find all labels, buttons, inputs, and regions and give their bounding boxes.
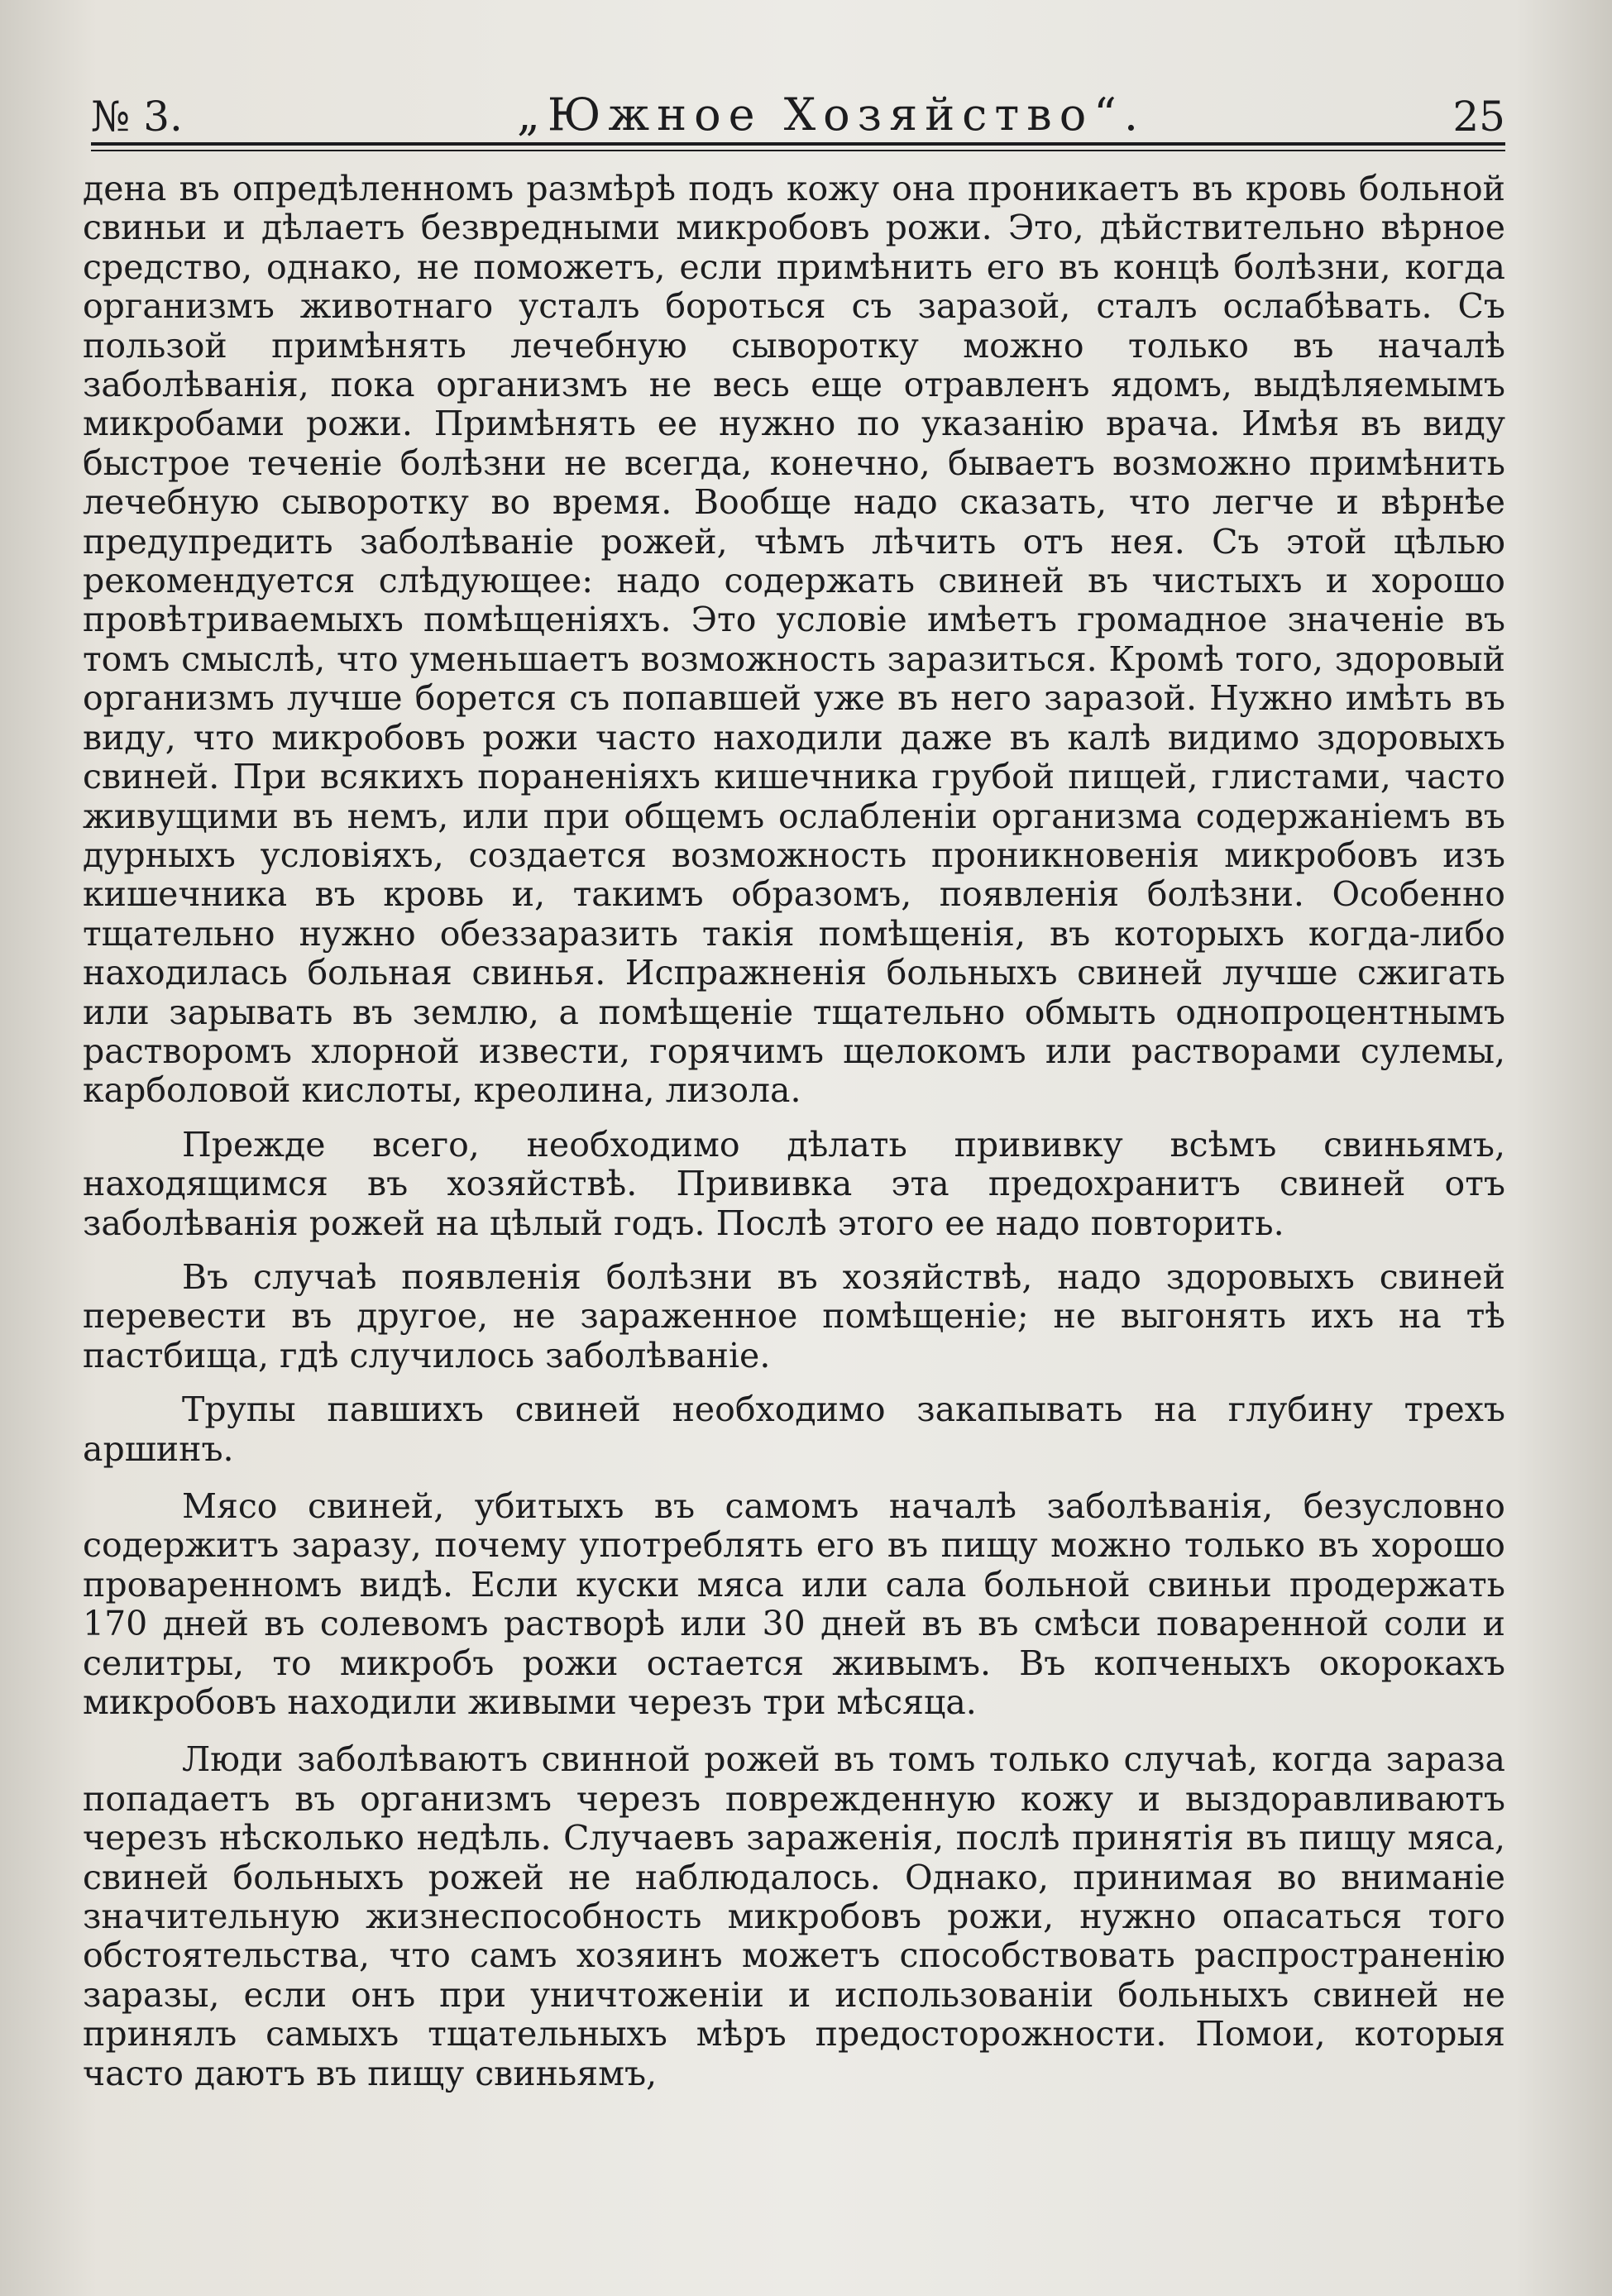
paragraph: дена въ опредѣленномъ размѣрѣ подъ кожу она проникаетъ въ кровь больной свиньи и дѣлаетъ безвредными микробовъ рожи. Это, дѣйствительно вѣрное средство, однако, не поможетъ, если примѣнить его въ концѣ болѣзни, когда организмъ животнаго усталъ бороться съ заразой, сталъ ослабѣвать. Съ пользой примѣнять лечебную сыворотку можно только въ началѣ заболѣванія, пока организмъ не весь еще отравленъ ядомъ, выдѣляемымъ микробами рожи. Примѣнять ее нужно по указанію врача. Имѣя въ виду быстрое теченіе болѣзни не всегда, конечно, бываетъ возможно примѣнить лечебную сыворотку во время. Вообще надо сказать, что легче и вѣрнѣе предупредить заболѣваніе рожей, чѣмъ лѣчить отъ нея. Съ этой цѣлью рекомендуется слѣдующее: надо содержать свиней въ чистыхъ и хорошо провѣтриваемыхъ помѣщеніяхъ. Это условіе имѣетъ громадное значеніе въ томъ смыслѣ, что уменьшаетъ возможность заразиться. Кромѣ того, здоровый организмъ лучше борется съ попавшей уже въ него заразой. Нужно имѣть въ виду, что микробовъ рожи часто находили даже въ калѣ видимо здоровыхъ свиней. При всякихъ пораненіяхъ кишечника грубой пищей, глистами, часто живущими въ немъ, или при общемъ ослабленіи организма содержаніемъ въ дурныхъ условіяхъ, создается возможность проникновенія микробовъ изъ кишечника въ кровь и, такимъ образомъ, появленія болѣзни. Особенно тщательно нужно обеззаразить такія помѣщенія, въ которыхъ когда-либо находилась больная свинья. Испражненія больныхъ свиней лучше сжигать или зарывать въ землю, а помѣщеніе тщательно обмыть однопроцентнымъ растворомъ хлорной извести, горячимъ щелокомъ или растворами сулемы, карболовой кислоты, креолина, лизола. [83,169,1505,1111]
issue-number: № 3. [91,93,183,141]
paragraph: Трупы павшихъ свиней необходимо закапывать на глубину трехъ аршинъ. [83,1390,1505,1469]
paragraph: Прежде всего, необходимо дѣлать прививку всѣмъ свиньямъ, находящимся въ хозяйствѣ. Прививка эта предохранитъ свиней отъ заболѣванія рожей на цѣлый годъ. Послѣ этого ее надо повторить. [83,1124,1505,1243]
paragraph: Мясо свиней, убитыхъ въ самомъ началѣ заболѣванія, безусловно содержитъ заразу, почему употреблять его въ пищу можно только въ хорошо проваренномъ видѣ. Если куски мяса или сала больной свиньи продержать 170 дней въ солевомъ растворѣ или 30 дней въ въ смѣси поваренной соли и селитры, то микробъ рожи остается живымъ. Въ копченыхъ окорокахъ микробовъ находили живыми черезъ три мѣсяца. [83,1486,1505,1723]
header-rule-thin [91,150,1505,151]
header-rule-thick [91,142,1505,146]
journal-title: „Южное Хозяйство“. [517,88,1146,141]
article-body [83,170,1505,2093]
paragraph: Люди заболѣваютъ свинной рожей въ томъ только случаѣ, когда зараза попадаетъ въ организмъ черезъ поврежденную кожу и выздоравливаютъ черезъ нѣсколько недѣль. Случаевъ зараженія, послѣ принятія въ пищу мяса, свиней больныхъ рожей не наблюдалось. Однако, принимая во вниманіе значительную жизнеспособность микробовъ рожи, нужно опасаться того обстоятельства, что самъ хозяинъ можетъ способствовать распространенію заразы, если онъ при уничтоженіи и использованіи больныхъ свиней не принялъ самыхъ тщательныхъ мѣръ предосторожности. Помои, которыя часто даютъ въ пищу свиньямъ, [83,1739,1505,2093]
paragraph: Въ случаѣ появленія болѣзни въ хозяйствѣ, надо здоровыхъ свиней перевести въ другое, не зараженное помѣщеніе; не выгонять ихъ на тѣ пастбища, гдѣ случилось заболѣваніе. [83,1256,1505,1375]
page-number: 25 [1452,93,1505,141]
running-header [91,83,1505,141]
